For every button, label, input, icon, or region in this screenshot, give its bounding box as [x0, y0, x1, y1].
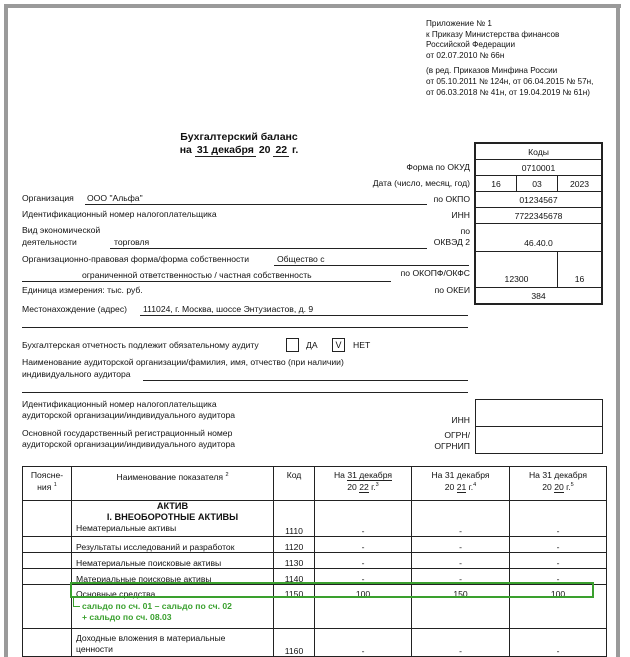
header-note-line: Приложение № 1 — [426, 19, 492, 28]
auditor-inn-box[interactable] — [475, 399, 603, 427]
row-value-2022: - — [315, 501, 412, 537]
table-row — [23, 629, 607, 657]
header-note-amend: (в ред. Приказов Минфина России — [426, 66, 558, 76]
auditor-name-underline-2 — [22, 392, 468, 393]
viewer-frame-left — [4, 4, 8, 657]
auditor-inn-code: ИНН — [451, 415, 470, 425]
row-value-2022: - — [315, 569, 412, 585]
header-note-line: к Приказу Министерства финансов — [426, 29, 560, 39]
okud-label: Форма по ОКУД — [406, 162, 470, 172]
org-value: ООО "Альфа" — [87, 193, 143, 203]
legal-form-value-2: ограниченной ответственностью / частная собственность — [82, 270, 312, 280]
row-value-2020: - — [510, 537, 607, 553]
date-label: Дата (число, месяц, год) — [372, 178, 470, 188]
auditor-ogrn-code-1: ОГРН/ — [444, 430, 470, 440]
row-value-2021: - — [412, 501, 510, 537]
header-note — [426, 19, 593, 98]
viewer-frame-right — [616, 4, 620, 657]
viewer-frame-top — [4, 4, 621, 8]
annotation-line-2: + сальдо по сч. 08.03 — [82, 612, 172, 622]
auditor-ogrn-box[interactable] — [475, 426, 603, 454]
row-notes — [23, 501, 72, 537]
auditor-ogrn-code-2: ОГРНИП — [434, 441, 470, 451]
header-col-2022: На 31 декабря 20 22 г.$^3$ — [315, 467, 412, 501]
legal-form-underline-2 — [22, 281, 391, 282]
address-value: 111024, г. Москва, шоссе Энтузиастов, д. 9 — [143, 304, 314, 314]
header-notes: Поясне- ния $^1$ — [23, 467, 72, 501]
audit-question: Бухгалтерская отчетность подлежит обязательному аудиту — [22, 340, 259, 350]
row-notes — [23, 629, 72, 657]
activity-underline — [110, 248, 427, 249]
row-label: Материальные поисковые активы — [72, 569, 274, 585]
section-title-1: АКТИВ — [156, 501, 189, 511]
auditor-ogrn-label-2: аудиторской организации/индивидуального аудитора — [22, 439, 236, 449]
row-notes — [23, 537, 72, 553]
header-note-amend: от 06.03.2018 № 41н, от 19.04.2019 № 61н) — [426, 87, 590, 97]
title-suffix: г. — [292, 144, 299, 156]
activity-label-2: деятельности — [22, 237, 77, 247]
header-indicator-name: Наименование показателя $^2$ — [72, 467, 274, 501]
row-value-2020: - — [510, 629, 607, 657]
activity-value: торговля — [114, 237, 150, 247]
balance-table — [22, 466, 607, 657]
okpo-value: 01234567 — [476, 192, 602, 208]
inn-value: 7722345678 — [476, 208, 602, 224]
table-row — [23, 537, 607, 553]
row-label: Результаты исследований и разработок — [72, 537, 274, 553]
row-value-2022: - — [315, 629, 412, 657]
title-line1: Бухгалтерский баланс — [180, 131, 298, 143]
okei-value: 384 — [476, 288, 602, 304]
page-title — [150, 131, 328, 157]
row-value-2020: - — [510, 501, 607, 537]
inn-org-label: Идентификационный номер налогоплательщика — [22, 209, 217, 219]
audit-no-checkbox[interactable]: V — [332, 338, 345, 352]
auditor-name-label-1: Наименование аудиторской организации/фамилия, имя, отчество (при наличии) — [22, 357, 344, 367]
header-code: Код — [274, 467, 315, 501]
row-value-2020: - — [510, 569, 607, 585]
header-note-amend: от 05.10.2011 № 124н, от 06.04.2015 № 57н, — [426, 76, 594, 86]
header-col-2021: На 31 декабря 20 21 г.$^4$ — [412, 467, 510, 501]
row-value-2021: - — [412, 537, 510, 553]
row-label: Нематериальные активы — [76, 523, 177, 533]
auditor-name-label-2: индивидуального аудитора — [22, 369, 131, 379]
org-label: Организация — [22, 193, 74, 203]
annotation-line-1: сальдо по сч. 01 – сальдо по сч. 02 — [82, 601, 232, 611]
address-underline — [140, 315, 468, 316]
activity-label-1: Вид экономической — [22, 225, 101, 235]
row-value-2021: - — [412, 569, 510, 585]
row-value-2022: 100 — [315, 585, 412, 629]
row-value-2021: - — [412, 629, 510, 657]
okved-value: 46.40.0 — [476, 224, 602, 252]
row-value-2022: - — [315, 537, 412, 553]
section-title-2: I. ВНЕОБОРОТНЫЕ АКТИВЫ — [106, 512, 239, 522]
header-note-line: от 02.07.2010 № 66н — [426, 50, 505, 60]
row-notes — [23, 585, 72, 629]
okei-label: по ОКЕИ — [434, 285, 470, 295]
row-code: 1130 — [274, 553, 315, 569]
date-month: 03 — [517, 176, 558, 192]
address-label: Местонахождение (адрес) — [22, 304, 127, 314]
auditor-inn-label-2: аудиторской организации/индивидуального аудитора — [22, 410, 236, 420]
row-value-2021: 150 — [412, 585, 510, 629]
auditor-name-underline — [143, 380, 468, 381]
row-code: 1160 — [274, 629, 315, 657]
title-date: 31 декабря — [196, 144, 254, 156]
auditor-inn-label-1: Идентификационный номер налогоплательщика — [22, 399, 217, 409]
row-code: 1150 — [274, 585, 315, 629]
okfs-value: 16 — [558, 252, 602, 288]
table-row — [23, 501, 607, 537]
legal-form-label: Организационно-правовая форма/форма собственности — [22, 254, 250, 264]
codes-header: Коды — [476, 144, 602, 160]
unit-label: Единица измерения: тыс. руб. — [22, 285, 143, 295]
title-prefix: на — [179, 144, 192, 156]
inn-label: ИНН — [451, 210, 470, 220]
row-code: 1110 — [274, 501, 315, 537]
highlight-box — [70, 582, 594, 598]
legal-form-value-1: Общество с — [277, 254, 325, 264]
org-underline — [85, 204, 427, 205]
row-value-2022: - — [315, 553, 412, 569]
row-code: 1120 — [274, 537, 315, 553]
legal-form-underline-1 — [274, 265, 469, 266]
date-year: 2023 — [558, 176, 602, 192]
row-notes — [23, 569, 72, 585]
audit-yes-label: ДА — [306, 340, 318, 350]
title-century: 20 — [258, 144, 271, 156]
row-name — [72, 501, 274, 537]
audit-yes-checkbox[interactable] — [286, 338, 299, 352]
row-value-2020: - — [510, 553, 607, 569]
date-day: 16 — [476, 176, 517, 192]
address-underline-2 — [22, 327, 468, 328]
audit-no-label: НЕТ — [353, 340, 371, 350]
okopf-value: 12300 — [476, 252, 558, 288]
title-year: 22 — [275, 144, 288, 156]
annotation-note — [76, 601, 232, 623]
row-code: 1140 — [274, 569, 315, 585]
row-value-2020: 100 — [510, 585, 607, 629]
okopf-label: по ОКОПФ/ОКФС — [400, 268, 470, 278]
auditor-ogrn-label-1: Основной государственный регистрационный номер — [22, 428, 233, 438]
row-value-2021: - — [412, 553, 510, 569]
row-label: Доходные вложения в материальные ценности — [72, 629, 274, 657]
row-label: Основные средства — [72, 585, 274, 629]
table-header-row — [23, 467, 607, 501]
header-col-2020: На 31 декабря 20 20 г.$^5$ — [510, 467, 607, 501]
okud-value: 0710001 — [476, 160, 602, 176]
okved-label-2: ОКВЭД 2 — [433, 237, 470, 247]
table-row — [23, 553, 607, 569]
header-note-line: Российской Федерации — [426, 40, 516, 50]
okved-label-1: по — [460, 226, 470, 236]
codes-table — [475, 143, 602, 304]
okpo-label: по ОКПО — [433, 194, 470, 204]
row-label: Нематериальные поисковые активы — [72, 553, 274, 569]
row-notes — [23, 553, 72, 569]
